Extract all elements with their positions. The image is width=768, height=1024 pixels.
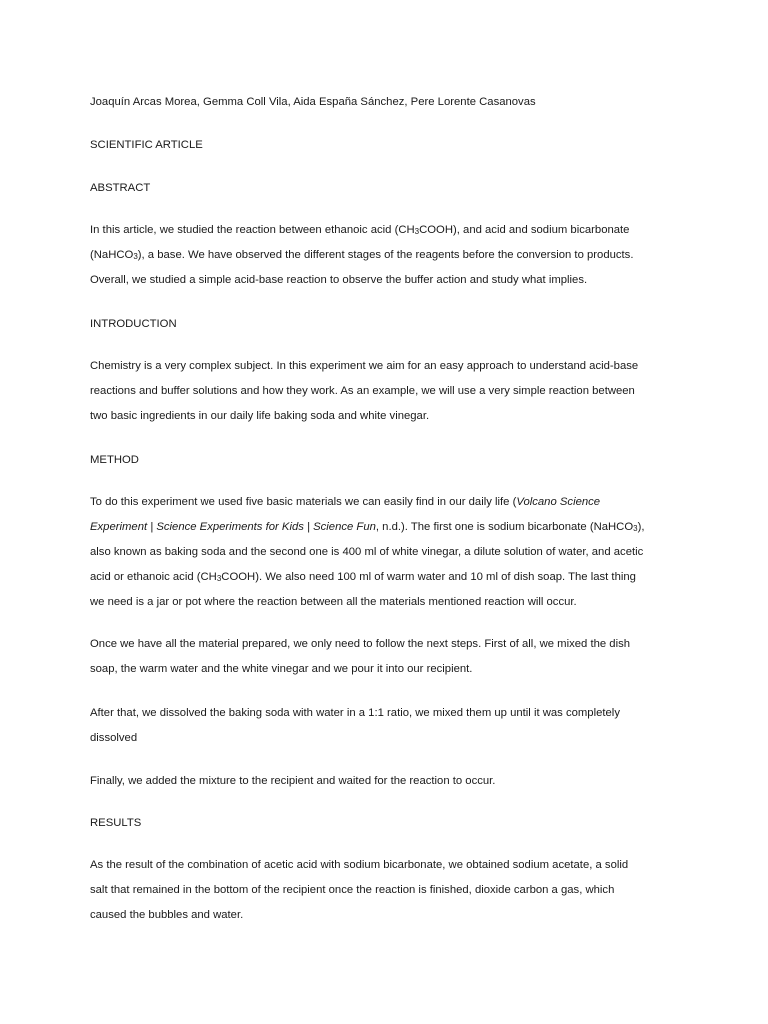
- authors-line: [90, 90, 690, 115]
- citation-title: Volcano Science: [516, 496, 601, 508]
- method-line: soap, the warm water and the white vinegar and we pour it into our recipient.: [90, 663, 473, 675]
- method-line: After that, we dissolved the baking soda with water in a 1:1 ratio, we mixed them up until it was completely: [90, 707, 620, 719]
- method-line: To do this experiment we used five basic materials we can easily find in our daily life (Volcano Science: [90, 496, 601, 508]
- method-paragraph-4: [90, 769, 690, 794]
- abstract-line: (NaHCO$_3$), a base. We have observed the different stages of the reagents before the conversion to products.: [90, 249, 634, 261]
- abstract-line: Overall, we studied a simple acid-base reaction to observe the buffer action and study what implies.: [90, 274, 588, 286]
- method-line: acid or ethanoic acid $(CH_3COOH)$. We also need 100 ml of warm water and 10 ml of dish soap. The last thing: [90, 571, 636, 583]
- results-line: salt that remained in the bottom of the recipient once the reaction is finished, dioxide carbon a gas, which: [90, 884, 615, 896]
- article-page: [90, 0, 690, 1024]
- results-heading: RESULTS: [90, 817, 142, 829]
- method-line: also known as baking soda and the second one is 400 ml of white vinegar, a dilute solution of water, and acetic: [90, 546, 644, 558]
- method-line: Experiment | Science Experiments for Kids | Science Fun, n.d.). The first one is sodium bicarbonate (NaHCO$_3$),: [90, 521, 645, 533]
- abstract-line: In this article, we studied the reaction between ethanoic acid $(CH_3COOH)$, and acid and sodium bicarbonate: [90, 224, 630, 236]
- method-line: we need is a jar or pot where the reaction between all the materials mentioned reaction will occur.: [90, 596, 577, 608]
- introduction-heading: INTRODUCTION: [90, 318, 177, 330]
- method-heading: METHOD: [90, 454, 139, 466]
- method-paragraph-1: [90, 490, 690, 615]
- abstract-heading: ABSTRACT: [90, 182, 151, 194]
- authors: Joaquín Arcas Morea, Gemma Coll Vila, Aida España Sánchez, Pere Lorente Casanovas: [90, 96, 536, 108]
- results-line: caused the bubbles and water.: [90, 909, 244, 921]
- abstract-paragraph: [90, 218, 690, 293]
- introduction-paragraph: [90, 354, 690, 429]
- results-paragraph: [90, 853, 690, 928]
- citation-title: Experiment | Science Experiments for Kids | Science Fun: [90, 521, 376, 533]
- method-line: dissolved: [90, 732, 138, 744]
- method-paragraph-3: [90, 701, 690, 751]
- results-line: As the result of the combination of acetic acid with sodium bicarbonate, we obtained sodium acetate, a solid: [90, 859, 629, 871]
- introduction-line: Chemistry is a very complex subject. In this experiment we aim for an easy approach to understand acid-base: [90, 360, 639, 372]
- method-line: Once we have all the material prepared, we only need to follow the next steps. First of all, we mixed the dish: [90, 638, 631, 650]
- method-paragraph-2: [90, 632, 690, 682]
- introduction-line: two basic ingredients in our daily life baking soda and white vinegar.: [90, 410, 430, 422]
- document-type: SCIENTIFIC ARTICLE: [90, 139, 203, 151]
- method-line: Finally, we added the mixture to the recipient and waited for the reaction to occur.: [90, 775, 496, 787]
- introduction-line: reactions and buffer solutions and how they work. As an example, we will use a very simple reaction between: [90, 385, 635, 397]
